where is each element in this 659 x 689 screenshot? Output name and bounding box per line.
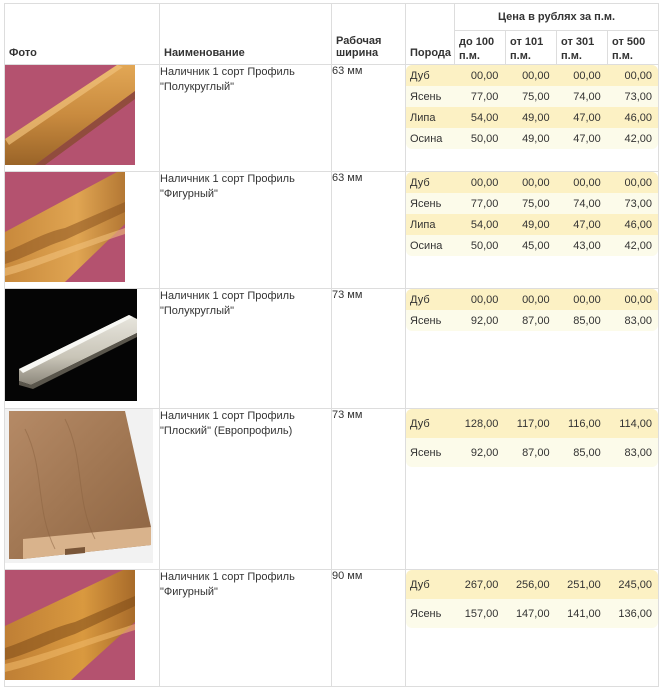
photo-cell <box>5 570 160 687</box>
product-width: 73 мм <box>332 409 406 570</box>
price-row <box>406 107 658 128</box>
price-row <box>406 86 658 107</box>
price-value: 00,00 <box>453 172 504 193</box>
price-row <box>406 193 658 214</box>
table-row <box>5 570 659 687</box>
price-value: 83,00 <box>624 314 653 327</box>
price-value: 42,00 <box>624 132 653 145</box>
price-value: 83,00 <box>624 446 653 459</box>
price-value: 42,00 <box>624 239 653 252</box>
price-value: 46,00 <box>607 214 658 235</box>
price-value: 74,00 <box>573 90 601 103</box>
species-label: Ясень <box>410 314 442 327</box>
species-label: Дуб <box>406 570 453 599</box>
price-value: 114,00 <box>607 409 658 438</box>
price-subtable <box>406 409 658 467</box>
price-value: 75,00 <box>522 197 550 210</box>
price-row <box>406 128 658 149</box>
price-value: 00,00 <box>556 172 607 193</box>
price-value: 73,00 <box>624 197 653 210</box>
price-row <box>406 235 658 256</box>
species-label: Осина <box>410 132 443 145</box>
table-row <box>5 289 659 409</box>
price-value: 47,00 <box>556 214 607 235</box>
product-width: 73 мм <box>332 289 406 409</box>
price-value: 85,00 <box>573 446 601 459</box>
prices-cell <box>406 289 659 409</box>
price-value: 147,00 <box>515 607 550 620</box>
table-row <box>5 65 659 172</box>
price-value: 73,00 <box>624 90 653 103</box>
price-value: 50,00 <box>470 132 499 145</box>
price-value: 00,00 <box>556 65 607 86</box>
price-subtable <box>406 172 658 256</box>
species-label: Ясень <box>410 607 442 620</box>
header-species: Порода <box>406 4 455 65</box>
price-value: 92,00 <box>470 314 499 327</box>
photo-cell <box>5 172 160 289</box>
header-name: Наименование <box>160 4 332 65</box>
price-row <box>406 65 658 86</box>
price-value: 87,00 <box>522 314 550 327</box>
product-photo <box>5 172 125 282</box>
price-value: 116,00 <box>556 409 607 438</box>
price-value: 47,00 <box>573 132 601 145</box>
species-label: Липа <box>406 214 453 235</box>
prices-cell <box>406 172 659 289</box>
header-price-col: до 100 п.м. <box>455 31 506 65</box>
price-row <box>406 172 658 193</box>
product-name: Наличник 1 сорт Профиль "Фигурный" <box>160 570 332 687</box>
photo-cell <box>5 65 160 172</box>
price-row <box>406 310 658 331</box>
price-value: 77,00 <box>470 197 499 210</box>
product-name: Наличник 1 сорт Профиль "Полукруглый" <box>160 289 332 409</box>
product-photo <box>5 409 153 563</box>
price-value: 85,00 <box>573 314 601 327</box>
price-value: 46,00 <box>607 107 658 128</box>
table-row <box>5 409 659 570</box>
price-value: 49,00 <box>504 107 555 128</box>
product-name: Наличник 1 сорт Профиль "Фигурный" <box>160 172 332 289</box>
product-name: Наличник 1 сорт Профиль "Плоский" (Европрофиль) <box>160 409 332 570</box>
price-value: 47,00 <box>556 107 607 128</box>
species-label: Дуб <box>406 172 453 193</box>
product-photo <box>5 570 135 680</box>
price-value: 251,00 <box>556 570 607 599</box>
product-width: 63 мм <box>332 65 406 172</box>
price-value: 00,00 <box>453 65 504 86</box>
price-value: 00,00 <box>504 65 555 86</box>
species-label: Дуб <box>406 289 453 310</box>
price-value: 00,00 <box>607 172 658 193</box>
prices-cell <box>406 409 659 570</box>
header-price-col: от 500 п.м. <box>608 31 659 65</box>
header-price-col: от 101 п.м. <box>506 31 557 65</box>
price-value: 87,00 <box>522 446 550 459</box>
price-value: 00,00 <box>556 289 607 310</box>
price-subtable <box>406 570 658 628</box>
price-value: 00,00 <box>607 65 658 86</box>
price-subtable <box>406 65 658 149</box>
species-label: Ясень <box>410 197 442 210</box>
price-row <box>406 214 658 235</box>
price-value: 50,00 <box>470 239 499 252</box>
price-subtable <box>406 289 658 331</box>
price-value: 117,00 <box>504 409 555 438</box>
product-width: 90 мм <box>332 570 406 687</box>
photo-cell <box>5 409 160 570</box>
price-value: 00,00 <box>607 289 658 310</box>
header-row-top <box>5 4 659 31</box>
price-value: 00,00 <box>453 289 504 310</box>
price-value: 77,00 <box>470 90 499 103</box>
price-value: 49,00 <box>522 132 550 145</box>
price-value: 00,00 <box>504 289 555 310</box>
header-price-group: Цена в рублях за п.м. <box>455 4 659 31</box>
price-value: 74,00 <box>573 197 601 210</box>
header-photo: Фото <box>5 4 160 65</box>
product-photo <box>5 65 135 165</box>
price-row <box>406 409 658 438</box>
photo-cell <box>5 289 160 409</box>
price-value: 49,00 <box>504 214 555 235</box>
price-value: 267,00 <box>453 570 504 599</box>
species-label: Ясень <box>410 90 442 103</box>
price-value: 256,00 <box>504 570 555 599</box>
table-row <box>5 172 659 289</box>
species-label: Осина <box>410 239 443 252</box>
prices-cell <box>406 570 659 687</box>
price-value: 00,00 <box>504 172 555 193</box>
product-photo <box>5 289 137 401</box>
product-width: 63 мм <box>332 172 406 289</box>
price-value: 141,00 <box>567 607 601 620</box>
species-label: Липа <box>406 107 453 128</box>
price-value: 43,00 <box>573 239 601 252</box>
price-row <box>406 289 658 310</box>
species-label: Дуб <box>406 409 453 438</box>
price-value: 245,00 <box>607 570 658 599</box>
species-label: Ясень <box>410 446 442 459</box>
price-value: 92,00 <box>470 446 499 459</box>
species-label: Дуб <box>406 65 453 86</box>
price-value: 136,00 <box>618 607 653 620</box>
price-value: 54,00 <box>453 107 504 128</box>
price-value: 75,00 <box>522 90 550 103</box>
price-row <box>406 438 658 467</box>
header-width: Рабочая ширина <box>332 4 406 65</box>
price-value: 45,00 <box>522 239 550 252</box>
price-row <box>406 599 658 628</box>
price-value: 128,00 <box>453 409 504 438</box>
header-price-col: от 301 п.м. <box>557 31 608 65</box>
prices-cell <box>406 65 659 172</box>
price-value: 157,00 <box>464 607 499 620</box>
price-table <box>4 3 659 687</box>
price-value: 54,00 <box>453 214 504 235</box>
product-name: Наличник 1 сорт Профиль "Полукруглый" <box>160 65 332 172</box>
price-row <box>406 570 658 599</box>
